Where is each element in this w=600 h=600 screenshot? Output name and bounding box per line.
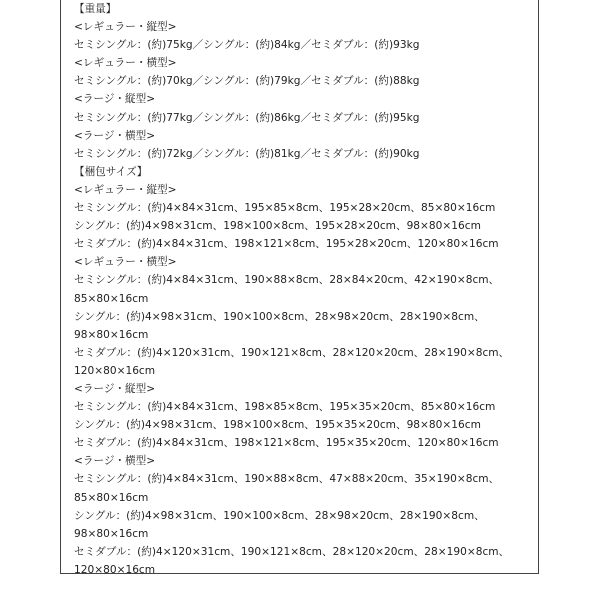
spec-line: セミシングル：(約)4×84×31cm、190×88×8cm、28×84×20cm、42×190×8cm、 bbox=[74, 274, 500, 287]
subheading-regular-vertical: <レギュラー・縦型> bbox=[74, 21, 177, 34]
spec-line: シングル：(約)4×98×31cm、198×100×8cm、195×35×20cm、98×80×16cm bbox=[74, 419, 481, 432]
spec-line: セミシングル：(約)4×84×31cm、195×85×8cm、195×28×20cm、85×80×16cm bbox=[74, 202, 496, 215]
spec-line: セミダブル：(約)4×84×31cm、198×121×8cm、195×35×20cm、120×80×16cm bbox=[74, 437, 499, 450]
spec-line: 98×80×16cm bbox=[74, 527, 149, 540]
spec-line: セミダブル：(約)4×120×31cm、190×121×8cm、28×120×20cm、28×190×8cm、 bbox=[74, 346, 510, 359]
section-heading-package-size: 【梱包サイズ】 bbox=[74, 165, 148, 178]
spec-line: セミシングル：(約)75kg／シングル：(約)84kg／セミダブル：(約)93kg bbox=[74, 39, 420, 52]
spec-line: セミシングル：(約)70kg／シングル：(約)79kg／セミダブル：(約)88kg bbox=[74, 75, 420, 88]
subheading-large-vertical: <ラージ・縦型> bbox=[74, 93, 156, 106]
spec-line: 85×80×16cm bbox=[74, 292, 149, 305]
section-heading-weight: 【重量】 bbox=[74, 3, 117, 15]
spec-line: セミシングル：(約)72kg／シングル：(約)81kg／セミダブル：(約)90kg bbox=[74, 147, 420, 160]
spec-line: 85×80×16cm bbox=[74, 491, 149, 504]
spec-line: セミシングル：(約)4×84×31cm、198×85×8cm、195×35×20cm、85×80×16cm bbox=[74, 401, 496, 414]
spec-line: 120×80×16cm bbox=[74, 364, 156, 377]
subheading-regular-vertical: <レギュラー・縦型> bbox=[74, 183, 177, 196]
spec-line: セミシングル：(約)4×84×31cm、190×88×8cm、47×88×20cm、35×190×8cm、 bbox=[74, 473, 500, 486]
spec-text-block bbox=[74, 0, 534, 579]
subheading-large-horizontal: <ラージ・横型> bbox=[74, 129, 156, 142]
spec-line: シングル：(約)4×98×31cm、190×100×8cm、28×98×20cm、28×190×8cm、 bbox=[74, 310, 485, 323]
spec-line: 120×80×16cm bbox=[74, 563, 156, 576]
subheading-regular-horizontal: <レギュラー・横型> bbox=[74, 256, 177, 269]
spec-line: シングル：(約)4×98×31cm、198×100×8cm、195×28×20cm、98×80×16cm bbox=[74, 220, 481, 233]
subheading-regular-horizontal: <レギュラー・横型> bbox=[74, 57, 177, 70]
subheading-large-vertical: <ラージ・縦型> bbox=[74, 382, 156, 395]
spec-line: 98×80×16cm bbox=[74, 328, 149, 341]
subheading-large-horizontal: <ラージ・横型> bbox=[74, 455, 156, 468]
spec-line: セミシングル：(約)77kg／シングル：(約)86kg／セミダブル：(約)95kg bbox=[74, 111, 420, 124]
spec-line: セミダブル：(約)4×84×31cm、198×121×8cm、195×28×20cm、120×80×16cm bbox=[74, 238, 499, 251]
spec-line: シングル：(約)4×98×31cm、190×100×8cm、28×98×20cm、28×190×8cm、 bbox=[74, 509, 485, 522]
spec-line: セミダブル：(約)4×120×31cm、190×121×8cm、28×120×20cm、28×190×8cm、 bbox=[74, 545, 510, 558]
